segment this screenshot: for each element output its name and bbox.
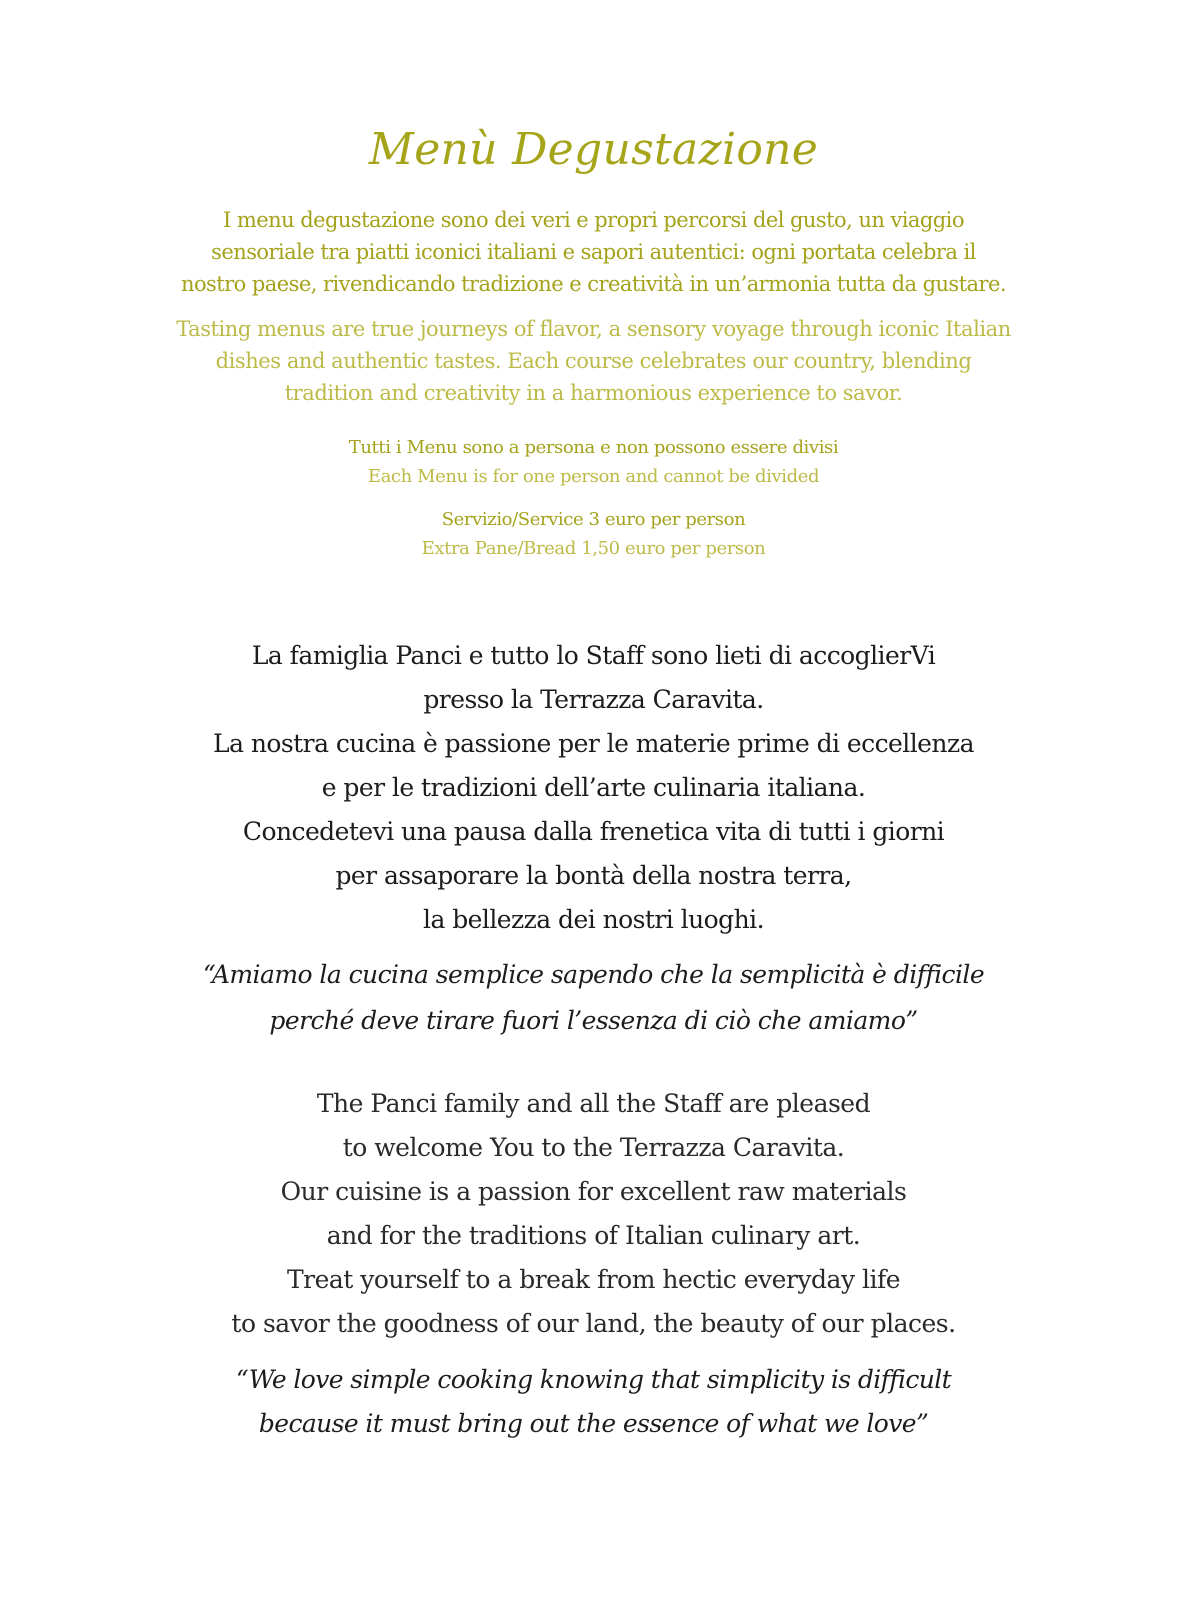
quote-en-line: “We love simple cooking knowing that simplicity is difficult: [235, 1365, 952, 1394]
intro-english: [0, 313, 1187, 409]
intro-en-line: dishes and authentic tastes. Each course celebrates our country, blending: [215, 349, 972, 373]
intro-it-line: nostro paese, rivendicando tradizione e creatività in un’armonia tutta da gustare.: [180, 272, 1007, 296]
quote-english: [0, 1358, 1187, 1446]
quote-it-line: perché deve tirare fuori l’essenza di ciò che amiamo”: [269, 1006, 918, 1035]
intro-it-line: I menu degustazione sono dei veri e propri percorsi del gusto, un viaggio: [223, 208, 964, 232]
intro-italian: [0, 204, 1187, 300]
welcome-it-line: Concedetevi una pausa dalla frenetica vita di tutti i giorni: [242, 817, 945, 846]
welcome-it-line: presso la Terrazza Caravita.: [423, 685, 764, 714]
intro-en-line: Tasting menus are true journeys of flavor, a sensory voyage through iconic Italian: [176, 317, 1011, 341]
per-person-note-it: Tutti i Menu sono a persona e non possono essere divisi: [348, 437, 839, 458]
charges-note: [0, 505, 1187, 563]
welcome-en-line: and for the traditions of Italian culinary art.: [326, 1221, 861, 1250]
welcome-en-line: Our cuisine is a passion for excellent raw materials: [280, 1177, 907, 1206]
intro-it-line: sensoriale tra piatti iconici italiani e sapori autentici: ogni portata celebra il: [211, 240, 976, 264]
welcome-it-line: e per le tradizioni dell’arte culinaria italiana.: [321, 773, 866, 802]
bread-charge: Extra Pane/Bread 1,50 euro per person: [421, 538, 766, 559]
welcome-en-line: Treat yourself to a break from hectic everyday life: [286, 1265, 901, 1294]
quote-en-line: because it must bring out the essence of what we love”: [258, 1409, 929, 1438]
per-person-note-en: Each Menu is for one person and cannot be divided: [367, 466, 820, 487]
per-person-note: [0, 433, 1187, 491]
quote-it-line: “Amiamo la cucina semplice sapendo che la semplicità è difficile: [202, 960, 985, 989]
welcome-italian: [0, 634, 1187, 942]
welcome-en-line: to welcome You to the Terrazza Caravita.: [342, 1133, 845, 1162]
welcome-it-line: per assaporare la bontà della nostra terra,: [335, 861, 852, 890]
welcome-en-line: to savor the goodness of our land, the beauty of our places.: [231, 1309, 956, 1338]
service-charge: Servizio/Service 3 euro per person: [441, 509, 746, 530]
welcome-english: [0, 1082, 1187, 1346]
welcome-it-line: la bellezza dei nostri luoghi.: [423, 905, 764, 934]
page-title: Menù Degustazione: [368, 124, 819, 175]
quote-italian: [0, 952, 1187, 1044]
welcome-it-line: La famiglia Panci e tutto lo Staff sono lieti di accoglierVi: [251, 641, 936, 670]
welcome-it-line: La nostra cucina è passione per le materie prime di eccellenza: [213, 729, 974, 758]
intro-en-line: tradition and creativity in a harmonious experience to savor.: [284, 381, 903, 405]
welcome-en-line: The Panci family and all the Staff are pleased: [316, 1089, 871, 1118]
